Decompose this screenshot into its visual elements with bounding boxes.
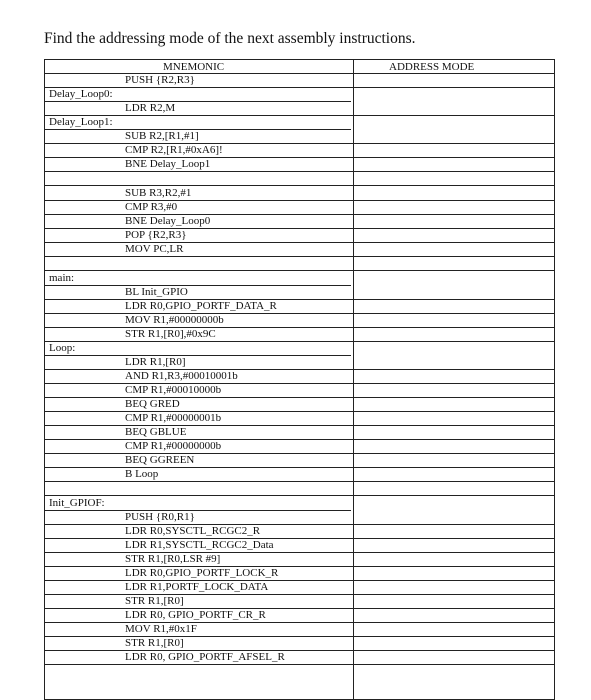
row-divider <box>45 115 554 116</box>
row-divider <box>45 608 554 609</box>
instruction-cell: CMP R1,#00010000b <box>125 384 222 396</box>
row-divider <box>45 397 554 398</box>
instruction-cell: BEQ GGREEN <box>125 454 195 466</box>
page-title: Find the addressing mode of the next assembly instructions. <box>44 30 416 47</box>
instruction-cell: PUSH {R2,R3} <box>125 74 195 86</box>
row-divider <box>45 622 554 623</box>
row-divider <box>45 143 554 144</box>
instruction-cell: B Loop <box>125 468 159 480</box>
instruction-cell: MOV PC,LR <box>125 243 184 255</box>
instruction-cell: BL Init_GPIO <box>125 286 188 298</box>
row-divider <box>45 538 554 539</box>
instruction-cell: LDR R2,M <box>125 102 176 114</box>
instruction-cell: BEQ GBLUE <box>125 426 187 438</box>
row-divider <box>45 636 554 637</box>
instruction-cell: LDR R0, GPIO_PORTF_AFSEL_R <box>125 651 285 663</box>
row-divider <box>45 200 554 201</box>
instruction-cell: LDR R1,[R0] <box>125 356 186 368</box>
row-divider <box>45 664 554 665</box>
row-divider <box>45 355 351 356</box>
row-divider <box>45 566 554 567</box>
instruction-cell: SUB R2,[R1,#1] <box>125 130 199 142</box>
instruction-cell: SUB R3,R2,#1 <box>125 187 192 199</box>
row-divider <box>45 425 554 426</box>
code-label: Delay_Loop0: <box>49 88 113 100</box>
row-divider <box>45 73 554 74</box>
row-divider <box>45 101 351 102</box>
row-divider <box>45 369 554 370</box>
row-divider <box>45 495 554 496</box>
instruction-cell: AND R1,R3,#00010001b <box>125 370 238 382</box>
row-divider <box>45 467 554 468</box>
instruction-cell: BNE Delay_Loop0 <box>125 215 211 227</box>
row-divider <box>45 341 554 342</box>
row-divider <box>45 285 351 286</box>
row-divider <box>45 242 554 243</box>
code-label: Delay_Loop1: <box>49 116 113 128</box>
row-divider <box>45 327 554 328</box>
row-divider <box>45 383 554 384</box>
row-divider <box>45 157 554 158</box>
instruction-cell: CMP R2,[R1,#0xA6]! <box>125 144 223 156</box>
instruction-cell: STR R1,[R0],#0x9C <box>125 328 216 340</box>
row-divider <box>45 87 554 88</box>
row-divider <box>45 453 554 454</box>
instruction-cell: BNE Delay_Loop1 <box>125 158 211 170</box>
instruction-cell: LDR R1,SYSCTL_RCGC2_Data <box>125 539 274 551</box>
instruction-table <box>44 59 555 700</box>
code-label: Init_GPIOF: <box>49 497 105 509</box>
row-divider <box>45 299 554 300</box>
instruction-cell: STR R1,[R0] <box>125 595 184 607</box>
instruction-cell: POP {R2,R3} <box>125 229 187 241</box>
row-divider <box>45 171 554 172</box>
instruction-cell: BEQ GRED <box>125 398 180 410</box>
row-divider <box>45 313 554 314</box>
instruction-cell: STR R1,[R0,LSR #9] <box>125 553 221 565</box>
row-divider <box>45 270 554 271</box>
instruction-cell: CMP R3,#0 <box>125 201 178 213</box>
row-divider <box>45 524 554 525</box>
row-divider <box>45 185 554 186</box>
instruction-cell: LDR R0,GPIO_PORTF_DATA_R <box>125 300 277 312</box>
row-divider <box>45 411 554 412</box>
instruction-cell: LDR R1,PORTF_LOCK_DATA <box>125 581 269 593</box>
row-divider <box>45 580 554 581</box>
header-address-mode: ADDRESS MODE <box>389 61 475 73</box>
instruction-cell: LDR R0,SYSCTL_RCGC2_R <box>125 525 261 537</box>
code-label: Loop: <box>49 342 76 354</box>
row-divider <box>45 594 554 595</box>
instruction-cell: STR R1,[R0] <box>125 637 184 649</box>
row-divider <box>45 214 554 215</box>
code-label: main: <box>49 272 75 284</box>
instruction-cell: LDR R0,GPIO_PORTF_LOCK_R <box>125 567 279 579</box>
instruction-cell: PUSH {R0,R1} <box>125 511 195 523</box>
row-divider <box>45 481 554 482</box>
row-divider <box>45 439 554 440</box>
row-divider <box>45 228 554 229</box>
instruction-cell: MOV R1,#0x1F <box>125 623 197 635</box>
row-divider <box>45 650 554 651</box>
instruction-cell: CMP R1,#00000001b <box>125 412 222 424</box>
row-divider <box>45 510 351 511</box>
instruction-cell: MOV R1,#00000000b <box>125 314 224 326</box>
row-divider <box>45 256 554 257</box>
row-divider <box>45 552 554 553</box>
instruction-cell: CMP R1,#00000000b <box>125 440 222 452</box>
header-mnemonic: MNEMONIC <box>163 61 225 73</box>
instruction-cell: LDR R0, GPIO_PORTF_CR_R <box>125 609 266 621</box>
